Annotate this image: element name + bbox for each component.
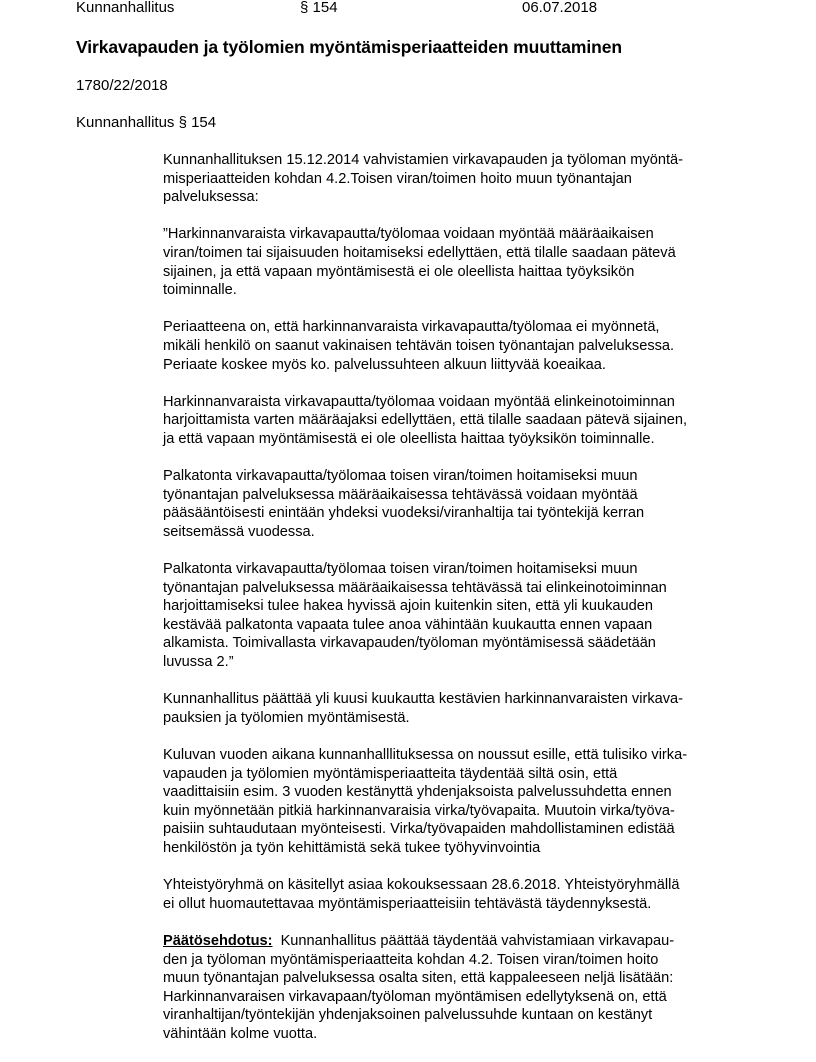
text-line: ”Harkinnanvaraista virkavapautta/työlomaa voidaan myöntää määräaikaisen	[163, 226, 654, 243]
paragraph	[163, 151, 763, 207]
paragraph	[163, 876, 763, 913]
text-line: viranhaltijan/työntekijän yhdenjaksoinen palvelussuhde kuntaan on kestänyt	[163, 1007, 653, 1024]
text-line: den ja työloman myöntämisperiaatteita kohdan 4.2. Toisen viran/toimen hoito	[163, 951, 659, 968]
text-line: Palkatonta virkavapautta/työlomaa toisen viran/toimen hoitamiseksi muun	[163, 561, 638, 578]
document-title: Virkavapauden ja työlomien myöntämisperiaatteiden muuttaminen	[76, 37, 622, 57]
text-line: Palkatonta virkavapautta/työlomaa toisen viran/toimen hoitamiseksi muun	[163, 468, 638, 485]
text-line: harjoittamista varten määräajaksi edellyttäen, että tilalle saadaan pätevä sijainen,	[163, 412, 688, 429]
paragraph	[163, 393, 763, 449]
text-line: pääsääntöisesti enintään yhdeksi vuodeksi/viranhaltija tai työntekijä kerran	[163, 505, 645, 522]
text-line: sijainen, ja että vapaan myöntämisestä ei ole oleellista haittaa työyksikön	[163, 263, 635, 280]
text-line: Kunnanhallitus päättää yli kuusi kuukautta kestävien harkinnanvaraisten virkava-	[163, 691, 684, 708]
text-line: seitsemässä vuodessa.	[163, 523, 315, 540]
text-line: ei ollut huomautettavaa myöntämisperiaatteisiin tehtävästä täydennyksestä.	[163, 895, 652, 912]
text-line: Harkinnanvaraista virkavapautta/työlomaa voidaan myöntää elinkeinotoiminnan	[163, 393, 675, 410]
text-line: Periaatteena on, että harkinnanvaraista virkavapautta/työlomaa ei myönnetä,	[163, 319, 660, 336]
text-line: Kunnanhallituksen 15.12.2014 vahvistamien virkavapauden ja työloman myöntä-	[163, 152, 684, 168]
text-line: Kuluvan vuoden aikana kunnanhalllituksessa on noussut esille, että tulisiko virka-	[163, 747, 688, 763]
document-body	[163, 151, 763, 1062]
text-line: kestävää palkatonta vapaata tulee anoa vähintään kuukautta ennen vapaan	[163, 616, 653, 633]
paragraph	[163, 225, 763, 299]
diary-number: 1780/22/2018	[76, 77, 168, 94]
text-line: työnantajan palveluksessa määräaikaisessa tehtävässä voidaan myöntää	[163, 486, 638, 503]
text-line: Harkinnanvaraisen virkavapaan/työloman myöntämisen edellytyksenä on, että	[163, 988, 667, 1005]
text-line: luvussa 2.”	[163, 654, 234, 671]
text-line: palveluksessa:	[163, 189, 259, 206]
text-line: viran/toimen tai sijaisuuden hoitamiseksi edellyttäen, että tilalle saadaan pätevä	[163, 244, 676, 261]
text-line: ja että vapaan myöntämisestä ei ole oleellista haittaa työyksikön toiminnalle.	[163, 430, 655, 447]
text-line: vapauden ja työlomien myöntämisperiaatteita täydentää siltä osin, että	[163, 765, 618, 782]
text-line: pauksien ja työlomien myöntämisestä.	[163, 709, 410, 726]
text-line: henkilöstön ja työn kehittämistä sekä tukee työhyvinvointia	[163, 839, 541, 856]
paragraph	[163, 746, 763, 858]
text-line: harjoittamiseksi tulee hakea hyvissä ajoin kuitenkin siten, että yli kuukauden	[163, 598, 653, 615]
text-line: misperiaatteiden kohdan 4.2.Toisen viran/toimen hoito muun työnantajan	[163, 170, 632, 187]
text-line: toiminnalle.	[163, 282, 237, 299]
proposal-label: Päätösehdotus:	[163, 932, 273, 949]
text-line: Yhteistyöryhmä on käsitellyt asiaa kokouksessaan 28.6.2018. Yhteistyöryhmällä	[163, 877, 680, 894]
text-line: paisiin suhtaudutaan myönteisesti. Virka/työvapaiden mahdollistaminen edistää	[163, 821, 675, 838]
text-line: mikäli henkilö on saanut vakinaisen tehtävän toisen työnantajan palveluksessa.	[163, 337, 675, 354]
text-line: vaadittaisiin esim. 3 vuoden kestänyttä yhdenjaksoista palvelussuhdetta ennen	[163, 784, 672, 801]
header-organ: Kunnanhallitus	[76, 0, 175, 16]
paragraph	[163, 318, 763, 374]
text-line: kuin myönnetään pitkiä harkinnanvaraisia virka/työvapaita. Muutoin virka/työva-	[163, 802, 675, 819]
paragraph	[163, 690, 763, 727]
text-line: Periaate koskee myös ko. palvelussuhteen alkuun liittyvää koeaikaa.	[163, 356, 606, 373]
header-section: § 154	[300, 0, 338, 16]
proposal-first-line: Kunnanhallitus päättää täydentää vahvistamiaan virkavapau-	[280, 932, 675, 949]
decision-proposal	[163, 932, 763, 1044]
text-line: alkamista. Toimivallasta virkavapauden/työloman myöntämisessä säädetään	[163, 635, 656, 652]
paragraph	[163, 467, 763, 541]
text-line: työnantajan palveluksessa määräaikaisessa tehtävässä tai elinkeinotoiminnan	[163, 579, 667, 596]
text-line: vähintään kolme vuotta.	[163, 1025, 318, 1042]
paragraph	[163, 560, 763, 672]
header-date: 06.07.2018	[522, 0, 598, 16]
section-reference: Kunnanhallitus § 154	[76, 114, 217, 131]
text-line: muun työnantajan palveluksessa osalta siten, että kappaleeseen neljä lisätään:	[163, 970, 674, 987]
